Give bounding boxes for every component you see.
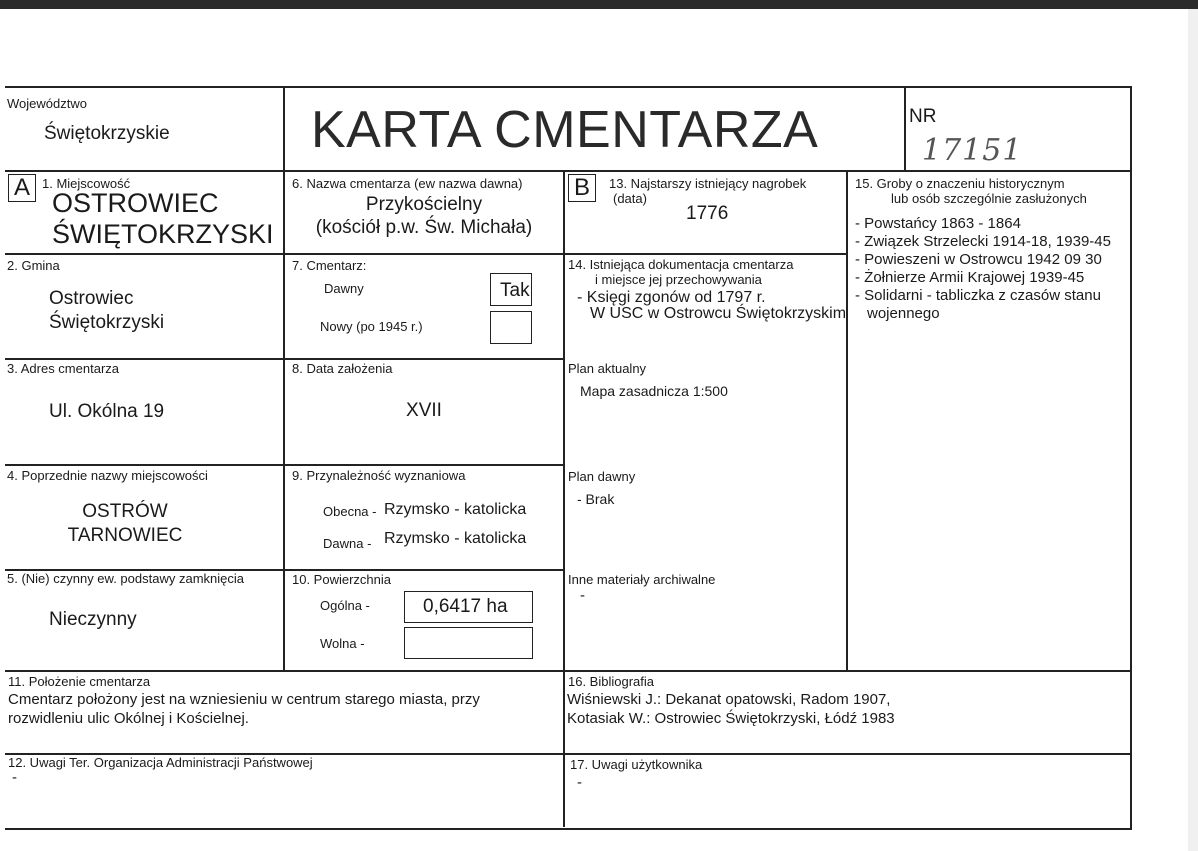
field-13-label-line2: (data) [613,191,647,206]
field-5-label: 5. (Nie) czynny ew. podstawy zamknięcia [7,571,244,586]
field-9-current-label: Obecna - [323,504,377,519]
divider-h-row2 [5,358,565,360]
field-15-label-line2: lub osób szczególnie zasłużonych [891,191,1087,206]
graves-item: - Żołnierze Armii Krajowej 1939-45 [855,269,1085,286]
field-11-label: 11. Położenie cmentarza [8,674,151,689]
field-15-label-line1: 15. Groby o znaczeniu historycznym [855,176,1065,191]
field-12-value: - [12,769,17,786]
divider-v-center [563,170,565,827]
field-17-label: 17. Uwagi użytkownika [570,757,703,772]
field-2-line2: Świętokrzyski [49,312,165,333]
field-16-line1: Wiśniewski J.: Dekanat opatowski, Radom 1907, [567,691,891,708]
field-9-former-value: Rzymsko - katolicka [384,530,527,547]
field-3-value: Ul. Okólna 19 [49,401,165,422]
plan-old-value: - Brak [577,491,615,507]
field-3-label: 3. Adres cmentarza [7,361,119,376]
graves-item: - Solidarni - tabliczka z czasów stanu [855,287,1101,304]
graves-item: wojennego [867,305,940,322]
field-17-value: - [577,774,582,791]
field-11-line1: Cmentarz położony jest na wzniesieniu w centrum starego miasta, przy [8,691,480,708]
graves-item: - Powieszeni w Ostrowcu 1942 09 30 [855,251,1102,268]
field-9-label: 9. Przynależność wyznaniowa [292,468,466,483]
field-16-line2: Kotasiak W.: Ostrowiec Świętokrzyski, Łódź 1983 [567,710,895,727]
section-a-letter: A [8,174,36,202]
field-7-label: 7. Cmentarz: [292,258,367,273]
field-9-former-label: Dawna - [323,536,372,551]
plan-old-label: Plan dawny [568,469,636,484]
field-12-label: 12. Uwagi Ter. Organizacja Administracji Państwowej [8,755,313,770]
archives-label: Inne materiały archiwalne [568,572,716,587]
field-1-line1: OSTROWIEC [52,188,219,218]
scan-border-top [0,0,1198,9]
graves-list [855,216,1127,324]
voivodeship-label: Województwo [7,96,87,111]
plan-current-value: Mapa zasadnicza 1:500 [580,383,728,399]
field-6-label: 6. Nazwa cmentarza (ew nazwa dawna) [292,176,523,191]
field-6-line2: (kościół p.w. Św. Michała) [315,217,533,238]
field-7-new-label: Nowy (po 1945 r.) [320,319,423,334]
voivodeship-value: Świętokrzyskie [44,123,170,144]
divider-h-header [5,170,1130,172]
field-10-free-box [404,627,533,659]
field-4-line2: TARNOWIEC [67,525,183,546]
field-13-label-line1: 13. Najstarszy istniejący nagrobek [609,176,807,191]
field-2-line1: Ostrowiec [49,288,134,309]
graves-item: - Związek Strzelecki 1914-18, 1939-45 [855,233,1111,250]
field-8-value: XVII [406,400,442,421]
plan-current-label: Plan aktualny [568,361,647,376]
field-4-label: 4. Poprzednie nazwy miejscowości [7,468,208,483]
field-16-label: 16. Bibliografia [568,674,654,689]
field-7-old-value: Tak [500,280,530,301]
divider-h-row1 [5,253,847,255]
field-10-total-label: Ogólna - [320,598,370,613]
field-1-label: 1. Miejscowość [42,176,131,191]
field-14-value-line2: W USC w Ostrowcu Świętokrzyskim [590,305,847,322]
divider-v-right [846,170,848,670]
divider-v-nr [904,86,906,170]
divider-v-left [283,86,285,670]
field-13-value: 1776 [686,203,729,224]
field-10-free-label: Wolna - [320,636,365,651]
field-7-old-label: Dawny [324,281,364,296]
divider-h-row3 [5,464,565,466]
field-1-line2: ŚWIĘTOKRZYSKI [52,219,274,249]
field-11-line2: rozwidleniu ulic Okólnej i Kościelnej. [8,710,249,727]
field-8-label: 8. Data założenia [292,361,393,376]
field-10-total-value: 0,6417 ha [423,596,508,617]
nr-value: 17151 [922,133,1023,168]
field-14-label-line1: 14. Istniejąca dokumentacja cmentarza [568,257,794,272]
field-7-new-box [490,311,532,344]
field-5-value: Nieczynny [49,609,137,630]
field-9-current-value: Rzymsko - katolicka [384,501,527,518]
archives-value: - [580,587,585,604]
field-4-line1: OSTRÓW [82,501,168,522]
nr-label: NR [909,106,937,127]
scan-border-right [1188,9,1198,851]
divider-h-row5 [5,670,1130,672]
field-2-label: 2. Gmina [7,258,60,273]
section-b-letter: B [568,174,596,202]
field-14-label-line2: i miejsce jej przechowywania [595,272,762,287]
graves-item: - Powstańcy 1863 - 1864 [855,215,1021,232]
field-14-value-line1: - Księgi zgonów od 1797 r. [577,289,766,306]
page-title: KARTA CMENTARZA [311,101,819,159]
field-6-line1: Przykościelny [365,194,483,215]
field-10-label: 10. Powierzchnia [292,572,391,587]
